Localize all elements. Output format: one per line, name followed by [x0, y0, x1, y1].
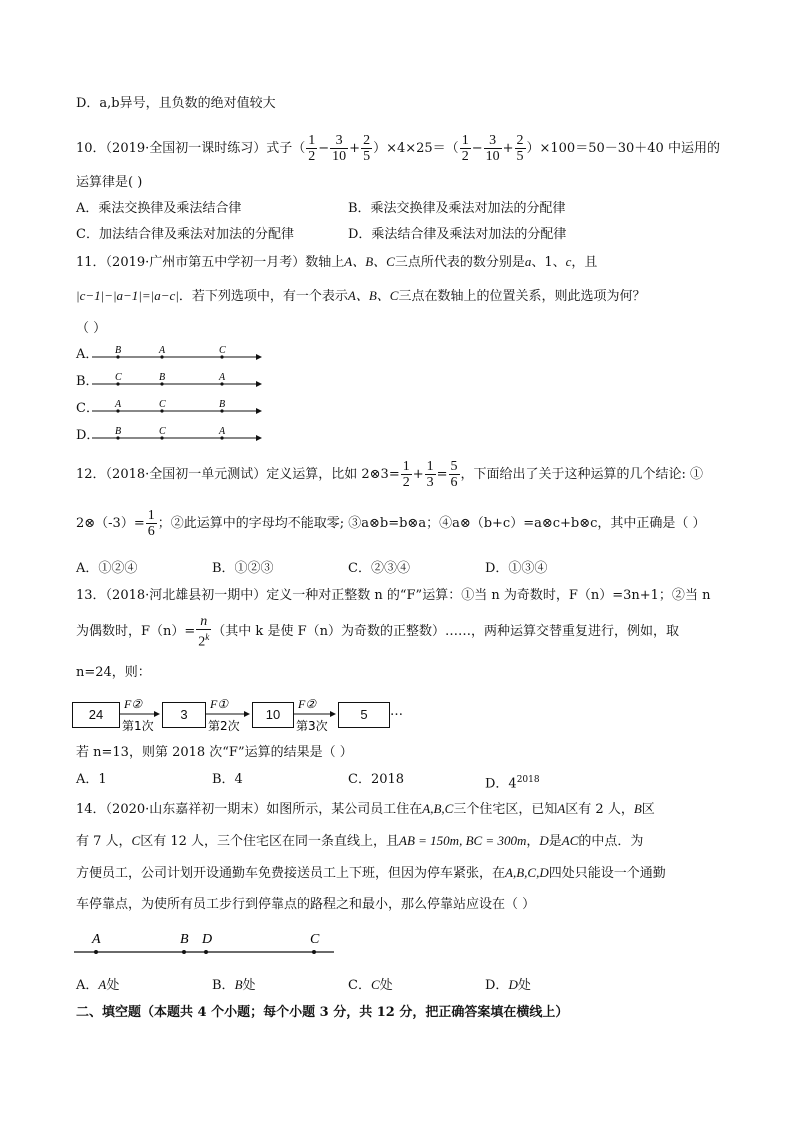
q14-stem-line2: 有 7 人，C区有 12 人，三个住宅区在同一条直线上，且AB = 150m, BC = 300m，D是AC的中点．为	[76, 833, 644, 849]
point-label: B	[219, 399, 226, 410]
fraction: $\frac{3}{10}$	[485, 133, 500, 164]
q11-option-d-number-line	[90, 423, 270, 445]
point-dot	[204, 950, 208, 954]
flow-arrows	[72, 690, 372, 734]
fraction: $\frac{1}{6}$	[147, 508, 155, 539]
q10-text-c: ）×100＝50－30＋40 中运用的	[526, 141, 720, 156]
q13-option-a: A．1	[76, 772, 107, 787]
q11-stem-line1: 11．（2019·广州市第五中学初一月考）数轴上A、B、C三点所代表的数分别是a、1、c，且	[76, 254, 598, 270]
q10-option-d: D．乘法结合律及乘法对加法的分配律	[348, 227, 567, 242]
arrow-right-icon	[256, 354, 262, 360]
point-label: D	[202, 932, 213, 947]
point-label: A	[159, 345, 166, 356]
minus-sign: −	[471, 141, 483, 156]
point-label: A	[115, 399, 122, 410]
q12-stem-line2: 2⊗（-3）= $\frac{1}{6}$ ；②此运算中的字母均不能取零; ③a⊗b=b⊗a；④a⊗（b+c）=a⊗c+b⊗c，其中正确是（ ）	[76, 508, 706, 539]
point-label: A	[219, 426, 226, 437]
fraction: $\frac{2}{5}$	[516, 133, 524, 164]
q14-stem-line1: 14．（2020·山东嘉祥初一期末）如图所示，某公司员工住在A,B,C三个住宅区，已知A区有 2 人，B区	[76, 801, 655, 817]
minus-sign: −	[318, 141, 330, 156]
q14-option-c: C．C处	[348, 977, 393, 993]
point-label: B	[159, 372, 166, 383]
q13-option-c: C．2018	[348, 772, 405, 787]
q13-stem-line1: 13．（2018·河北雄县初一期中）定义一种对正整数 n 的“F”运算：①当 n 为奇数时，F（n）=3n+1；②当 n	[76, 588, 711, 603]
q10-option-a: A．乘法交换律及乘法结合律	[76, 201, 242, 216]
q10-option-c: C．加法结合律及乘法对加法的分配律	[76, 227, 294, 242]
arrow-right-icon	[244, 711, 250, 717]
q10-stem-line2: 运算律是( )	[76, 175, 143, 190]
abs-equation: |c−1|−|a−1|=|a−c|	[76, 288, 179, 303]
points-abc: A、B、C	[344, 254, 395, 269]
q13-stem-line3: n=24，则：	[76, 665, 151, 680]
point-label: A	[92, 932, 101, 947]
flow-box: 24	[72, 702, 120, 728]
flow-box: 10	[252, 702, 294, 728]
point-label: C	[115, 372, 122, 383]
flow-op-label: F②	[124, 697, 143, 711]
q11-option-a-label: A．	[76, 347, 99, 362]
q10-text-b: ）×4×25＝（	[373, 141, 459, 156]
point-label: C	[159, 426, 166, 437]
fraction-n-over-2k: $\frac{n}{2^k}$	[198, 613, 210, 650]
q14-option-a: A．A处	[76, 977, 120, 993]
point-label: B	[180, 932, 189, 947]
flow-box: 3	[162, 702, 206, 728]
fraction: $\frac{2}{5}$	[363, 133, 371, 164]
q11-stem-line2: |c−1|−|a−1|=|a−c|．若下列选项中，有一个表示A、B、C三点在数轴上的位置关系，则此选项为何？	[76, 288, 646, 304]
q14-number-line-figure	[70, 928, 340, 964]
q11-option-a-number-line	[90, 342, 270, 364]
flow-op-label: F②	[298, 697, 317, 711]
point-label: B	[115, 426, 122, 437]
q12-option-b: B．①②③	[212, 561, 274, 576]
point-dot	[182, 950, 186, 954]
q10-text-a: 10．（2019·全国初一课时练习）式子（	[76, 141, 306, 156]
point-label: B	[115, 345, 122, 356]
q12-option-d: D．①③④	[485, 561, 548, 576]
q12-stem-line1: 12．（2018·全国初一单元测试）定义运算，比如 2⊗3= $\frac{1}{2}$ + $\frac{1}{3}$ = $\frac{5}{6}$ ，下面给出了关于这种运算的几个结论: ①	[76, 459, 704, 490]
q11-option-b-label: B．	[76, 374, 99, 389]
q10-option-b: B．乘法交换律及乘法对加法的分配律	[348, 201, 566, 216]
flow-box: 5	[338, 702, 390, 728]
plus-sign: +	[502, 141, 514, 156]
q14-option-b: B．B处	[212, 977, 256, 993]
point-label: C	[310, 932, 320, 947]
arrow-right-icon	[256, 435, 262, 441]
q13-option-d: D．$4^{2018}$	[485, 775, 540, 792]
q11-answer-paren: （ ）	[76, 321, 107, 336]
flow-op-label: F①	[210, 697, 229, 711]
q10-stem-line1	[76, 130, 720, 168]
point-label: A	[219, 372, 226, 383]
flow-ellipsis: …	[390, 704, 403, 719]
flow-step-label: 第3次	[296, 719, 328, 733]
arrow-right-icon	[330, 711, 336, 717]
q12-option-c: C．②③④	[348, 561, 410, 576]
var-c: c	[565, 254, 572, 269]
q11-option-b-number-line	[90, 369, 270, 391]
plus-sign: +	[349, 141, 361, 156]
point-dot	[94, 950, 98, 954]
flow-step-label: 第2次	[208, 719, 240, 733]
fraction: $\frac{1}{2}$	[461, 133, 469, 164]
arrow-right-icon	[256, 408, 262, 414]
q13-flow-diagram	[72, 690, 403, 734]
q11-option-c-number-line	[90, 396, 270, 418]
point-label: C	[219, 345, 226, 356]
q12-option-a: A．①②④	[76, 561, 138, 576]
arrow-right-icon	[154, 711, 160, 717]
fraction: $\frac{3}{10}$	[332, 133, 347, 164]
exponent: 2018	[516, 775, 540, 785]
q14-stem-line4: 车停靠点，为使所有员工步行到停靠点的路程之和最小，那么停靠站应设在（ ）	[76, 897, 536, 912]
q14-option-d: D．D处	[485, 977, 531, 993]
fraction: $\frac{1}{2}$	[402, 459, 410, 490]
q9-option-d: D．a,b异号，且负数的绝对值较大	[76, 96, 276, 111]
q13-stem-line4: 若 n=13，则第 2018 次“F”运算的结果是（ ）	[76, 745, 353, 760]
q13-option-b: B．4	[212, 772, 243, 787]
section-2-heading: 二、填空题（本题共 4 个小题；每个小题 3 分，共 12 分，把正确答案填在横线上）	[76, 1005, 569, 1020]
fraction: $\frac{1}{3}$	[426, 459, 434, 490]
var-a: a	[524, 254, 532, 269]
q13-stem-line2: 为偶数时，F（n）= $\frac{n}{2^k}$ （其中 k 是使 F（n）为奇数的正整数）……，两种运算交替重复进行，例如，取	[76, 613, 679, 650]
fraction: $\frac{5}{6}$	[450, 459, 458, 490]
flow-step-label: 第1次	[122, 719, 154, 733]
fraction: $\frac{1}{2}$	[308, 133, 316, 164]
q11-option-d-label: D．	[76, 428, 100, 443]
arrow-right-icon	[256, 381, 262, 387]
point-label: C	[159, 399, 166, 410]
q14-stem-line3: 方便员工，公司计划开设通勤车免费接送员工上下班，但因为停车紧张，在A,B,C,D四处只能设一个通勤	[76, 865, 666, 881]
q11-option-c-label: C．	[76, 401, 99, 416]
point-dot	[312, 950, 316, 954]
